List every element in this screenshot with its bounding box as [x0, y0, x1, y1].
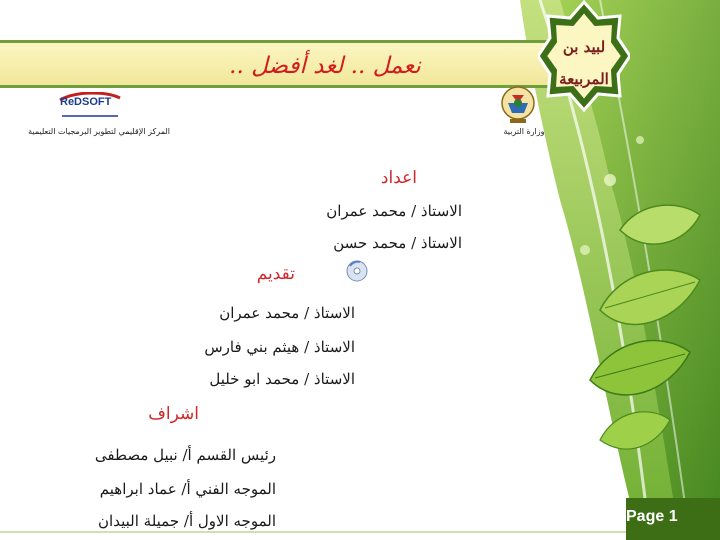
cd-disc-icon	[346, 260, 368, 282]
star-badge-icon	[538, 0, 630, 112]
supervisor-2: الموجه الفني أ/ عماد ابراهيم	[99, 480, 276, 498]
presented-name-3: الاستاذ / محمد ابو خليل	[209, 370, 355, 388]
presented-name-1: الاستاذ / محمد عمران	[219, 304, 355, 322]
right-org-name: وزارة التربية	[503, 127, 545, 136]
prepared-name-1: الاستاذ / محمد عمران	[326, 202, 462, 220]
prepared-name-2: الاستاذ / محمد حسن	[333, 234, 462, 252]
badge-line-2: المربيعة	[559, 70, 609, 88]
redsoft-logo	[58, 92, 122, 118]
page-number: Page 1	[626, 508, 678, 525]
redsoft-logo-text: ReDSOFT	[60, 96, 112, 108]
prepared-heading: اعداد	[380, 168, 417, 188]
supervision-heading: اشراف	[148, 404, 199, 424]
supervisor-1: رئيس القسم أ/ نبيل مصطفى	[94, 446, 276, 464]
ministry-crest-icon	[500, 85, 536, 125]
left-org-name: المركز الإقليمي لتطوير البرمجيات التعليمية	[28, 127, 170, 136]
presented-heading: تقديم	[256, 264, 295, 284]
supervisor-3: الموجه الاول أ/ جميلة البيدان	[98, 512, 276, 530]
presented-name-2: الاستاذ / هيثم بني فارس	[204, 338, 355, 356]
badge-line-1: لبيد بن	[562, 38, 606, 56]
slogan-text: نعمل .. لغد أفضل ..	[229, 53, 421, 79]
